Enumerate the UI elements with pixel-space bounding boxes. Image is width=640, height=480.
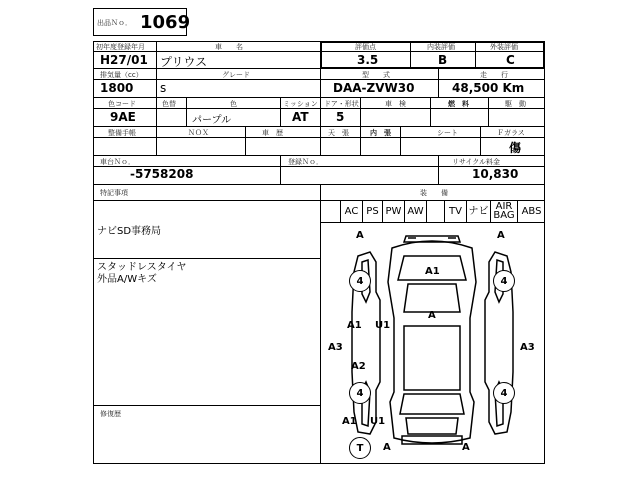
- tire-rear-left: 4: [349, 382, 371, 404]
- mark-right-side: A3: [520, 342, 535, 353]
- score-label: 評価点: [355, 43, 376, 51]
- color-code-value: 9AE: [110, 110, 136, 124]
- fglass-value: 傷: [509, 141, 522, 155]
- listing-number-box: [93, 8, 191, 36]
- note-line: 外品A/Wキズ: [97, 274, 157, 285]
- listing-number: 1069: [140, 12, 191, 33]
- mark-left-side: A3: [328, 342, 343, 353]
- exterior-value: C: [506, 53, 515, 67]
- mark-rear-left: A1: [342, 416, 357, 427]
- note-line: スタッドレスタイヤ: [97, 262, 187, 273]
- listing-number-label: 出品Ｎｏ．: [97, 19, 132, 27]
- car-diagram: [320, 222, 545, 464]
- car-name-value: プリウス: [160, 55, 208, 69]
- color-value: パープル: [192, 115, 232, 126]
- fuel-label: 燃 料: [448, 100, 469, 108]
- mission-value: AT: [292, 110, 309, 124]
- displacement-label: 排気量（cc）: [100, 71, 143, 79]
- model-value: DAA-ZVW30: [333, 81, 415, 95]
- mark-rear-left: U1: [370, 416, 386, 427]
- score-value: 3.5: [357, 53, 379, 67]
- interior-label: 内装評価: [427, 43, 455, 51]
- equip-pw: PW: [382, 200, 404, 222]
- first-reg-label: 初年度登録年月: [96, 43, 145, 51]
- car-name-label: 車 名: [215, 43, 243, 51]
- equip-ps: PS: [362, 200, 382, 222]
- equip-abs: ABS: [517, 200, 545, 222]
- mark-trunk-right: A: [462, 442, 470, 453]
- displacement-value: 1800: [100, 81, 134, 95]
- mark-hood: A1: [425, 266, 440, 277]
- notes-label: 特記事項: [100, 189, 128, 197]
- doors-label: ドア・形状: [324, 100, 359, 108]
- chassis-value: -5758208: [130, 167, 194, 181]
- manual-label: 整備手帳: [108, 129, 136, 137]
- equip-tv: TV: [444, 200, 466, 222]
- chassis-label: 車台Ｎｏ．: [100, 158, 135, 166]
- interior-trim-label: 内 張: [370, 129, 391, 137]
- mark-trunk-left: A: [383, 442, 391, 453]
- mark-front-right: A: [497, 230, 505, 241]
- mark-left-rear-door: A2: [351, 361, 366, 372]
- grade-label: グレード: [222, 71, 250, 79]
- note-line: ナビSD事務局: [97, 226, 162, 237]
- grade-value: s: [160, 81, 167, 95]
- equip-aw: AW: [404, 200, 426, 222]
- mission-label: ミッション: [283, 100, 318, 108]
- color-change-label: 色替: [162, 100, 176, 108]
- nox-label: ＮＯＸ: [188, 129, 209, 137]
- fglass-label: Ｆガラス: [497, 129, 525, 137]
- drive-label: 駆 動: [505, 100, 526, 108]
- color-code-label: 色コード: [108, 100, 136, 108]
- interior-value: B: [438, 53, 448, 67]
- history-label: 車 歴: [262, 129, 283, 137]
- model-label: 型 式: [362, 71, 390, 79]
- equip-airbag: AIR BAG: [490, 200, 517, 222]
- recycle-label: リサイクル料金: [452, 158, 501, 166]
- tire-front-right: 4: [493, 270, 515, 292]
- tire-spare: T: [349, 437, 371, 459]
- tire-rear-right: 4: [493, 382, 515, 404]
- inspection-label: 車 検: [385, 100, 406, 108]
- seat-label: シート: [437, 129, 458, 137]
- reg-no-label: 登録Ｎｏ．: [288, 158, 323, 166]
- mark-left-front-door: A1: [347, 320, 362, 331]
- mark-front-left: A: [356, 230, 364, 241]
- tire-front-left: 4: [349, 270, 371, 292]
- color-label: 色: [230, 100, 237, 108]
- sunroof-label: 天 張: [328, 129, 349, 137]
- recycle-value: 10,830: [472, 167, 519, 181]
- equip-navi: ナビ: [466, 200, 490, 222]
- mileage-label: 走 行: [480, 71, 508, 79]
- doors-value: 5: [336, 110, 345, 124]
- mileage-value: 48,500 Km: [452, 81, 525, 95]
- first-reg-value: H27/01: [100, 53, 148, 67]
- mark-left-front-door: U1: [375, 320, 391, 331]
- equip-ac: AC: [340, 200, 362, 222]
- equipment-label: 装 備: [420, 189, 448, 197]
- mark-roof: A: [428, 310, 436, 321]
- repair-label: 修復歴: [100, 410, 121, 418]
- equip-blank: [426, 200, 444, 222]
- exterior-label: 外装評価: [490, 43, 518, 51]
